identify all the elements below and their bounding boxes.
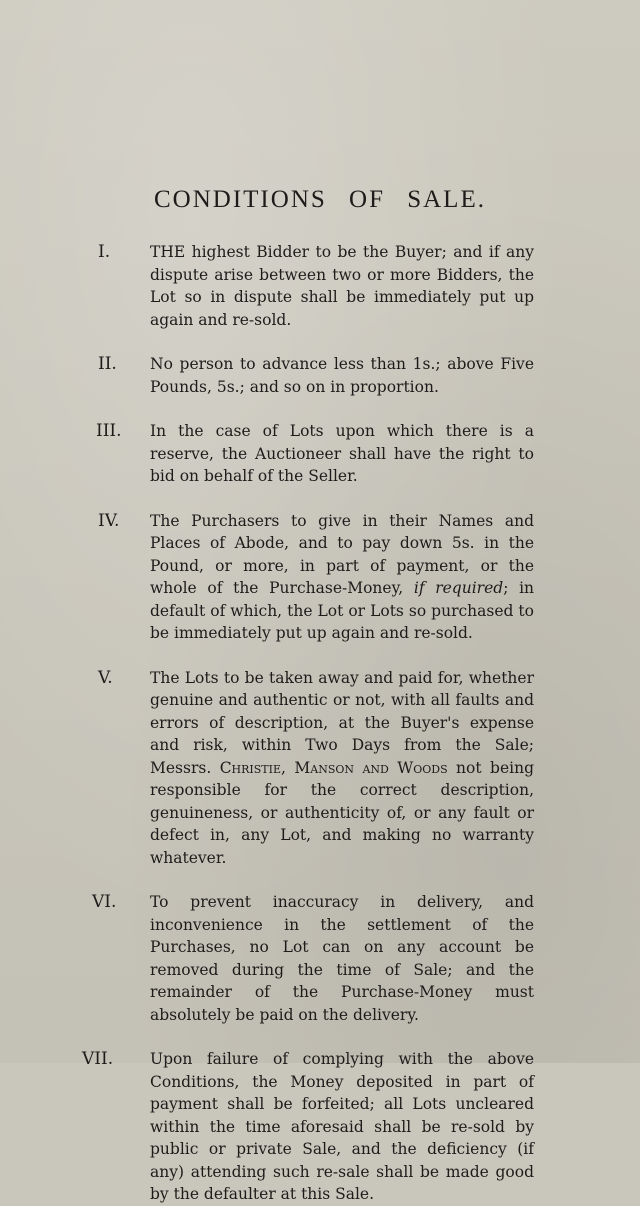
page-title: CONDITIONS OF SALE. [154,186,486,213]
condition-1 [98,241,534,331]
condition-4 [98,510,534,645]
condition-text: Upon failure of complying with the above Conditions, the Money deposited in part of payment shall be forfeited; all Lots uncleared within the time aforesaid shall be re-sold by public or private Sale, and the deficiency (if any) attending such re-sale shall be made good by the defaulter at this Sale. [150,1050,534,1203]
condition-text: No person to advance less than 1s.; above Five Pounds, 5s.; and so on in proportion. [150,355,534,396]
condition-text-part: The Purchasers to give in their Names and Places of Abode, and to pay down 5s. in the Pound, or more, in part of payment, or the whole of the Purchase-Money, [150,511,534,597]
condition-7 [82,1048,534,1206]
condition-text: THE highest Bidder to be the Buyer; and if any dispute arise between two or more Bidders, the Lot so in dispute shall be immediately put up again and re-sold. [150,243,534,329]
condition-numeral: VI. [92,892,117,912]
auctioneer-names: Christie, Manson and Woods [219,758,448,777]
condition-numeral: VII. [82,1049,114,1069]
condition-text: In the case of Lots upon which there is a reserve, the Auctioneer shall have the right to bid on behalf of the Seller. [150,422,534,485]
condition-numeral: V. [98,667,113,688]
condition-6 [92,891,534,1026]
condition-text: To prevent inaccuracy in delivery, and inconvenience in the settlement of the Purchases, no Lot can on any account be removed during the time of Sale; and the remainder of the Purchase-Money must absolutely be paid on the delivery. [150,893,534,1024]
condition-text-part: not being responsible for the correct description, genuineness, or authenticity of, or any fault or defect in, any Lot, and making no warranty whatever. [150,758,534,867]
condition-numeral: IV. [98,510,120,531]
condition-text-part: The Lots to be taken away and paid for, whether genuine and authentic or not, with all faults and errors of description, at the Buyer's expense and risk, within Two Days from the Sale; Messrs. [150,668,534,777]
condition-numeral: II. [98,354,117,374]
conditions-list [82,241,535,1206]
condition-numeral: I. [98,242,111,262]
condition-2 [98,353,534,398]
condition-text-italic: if required [413,579,504,597]
condition-5 [98,667,534,870]
condition-3 [98,420,534,488]
condition-text-part: ; in default of which, the Lot or Lots so purchased to be immediately put up again and re-sold. [150,579,535,642]
condition-numeral: III. [96,421,122,441]
